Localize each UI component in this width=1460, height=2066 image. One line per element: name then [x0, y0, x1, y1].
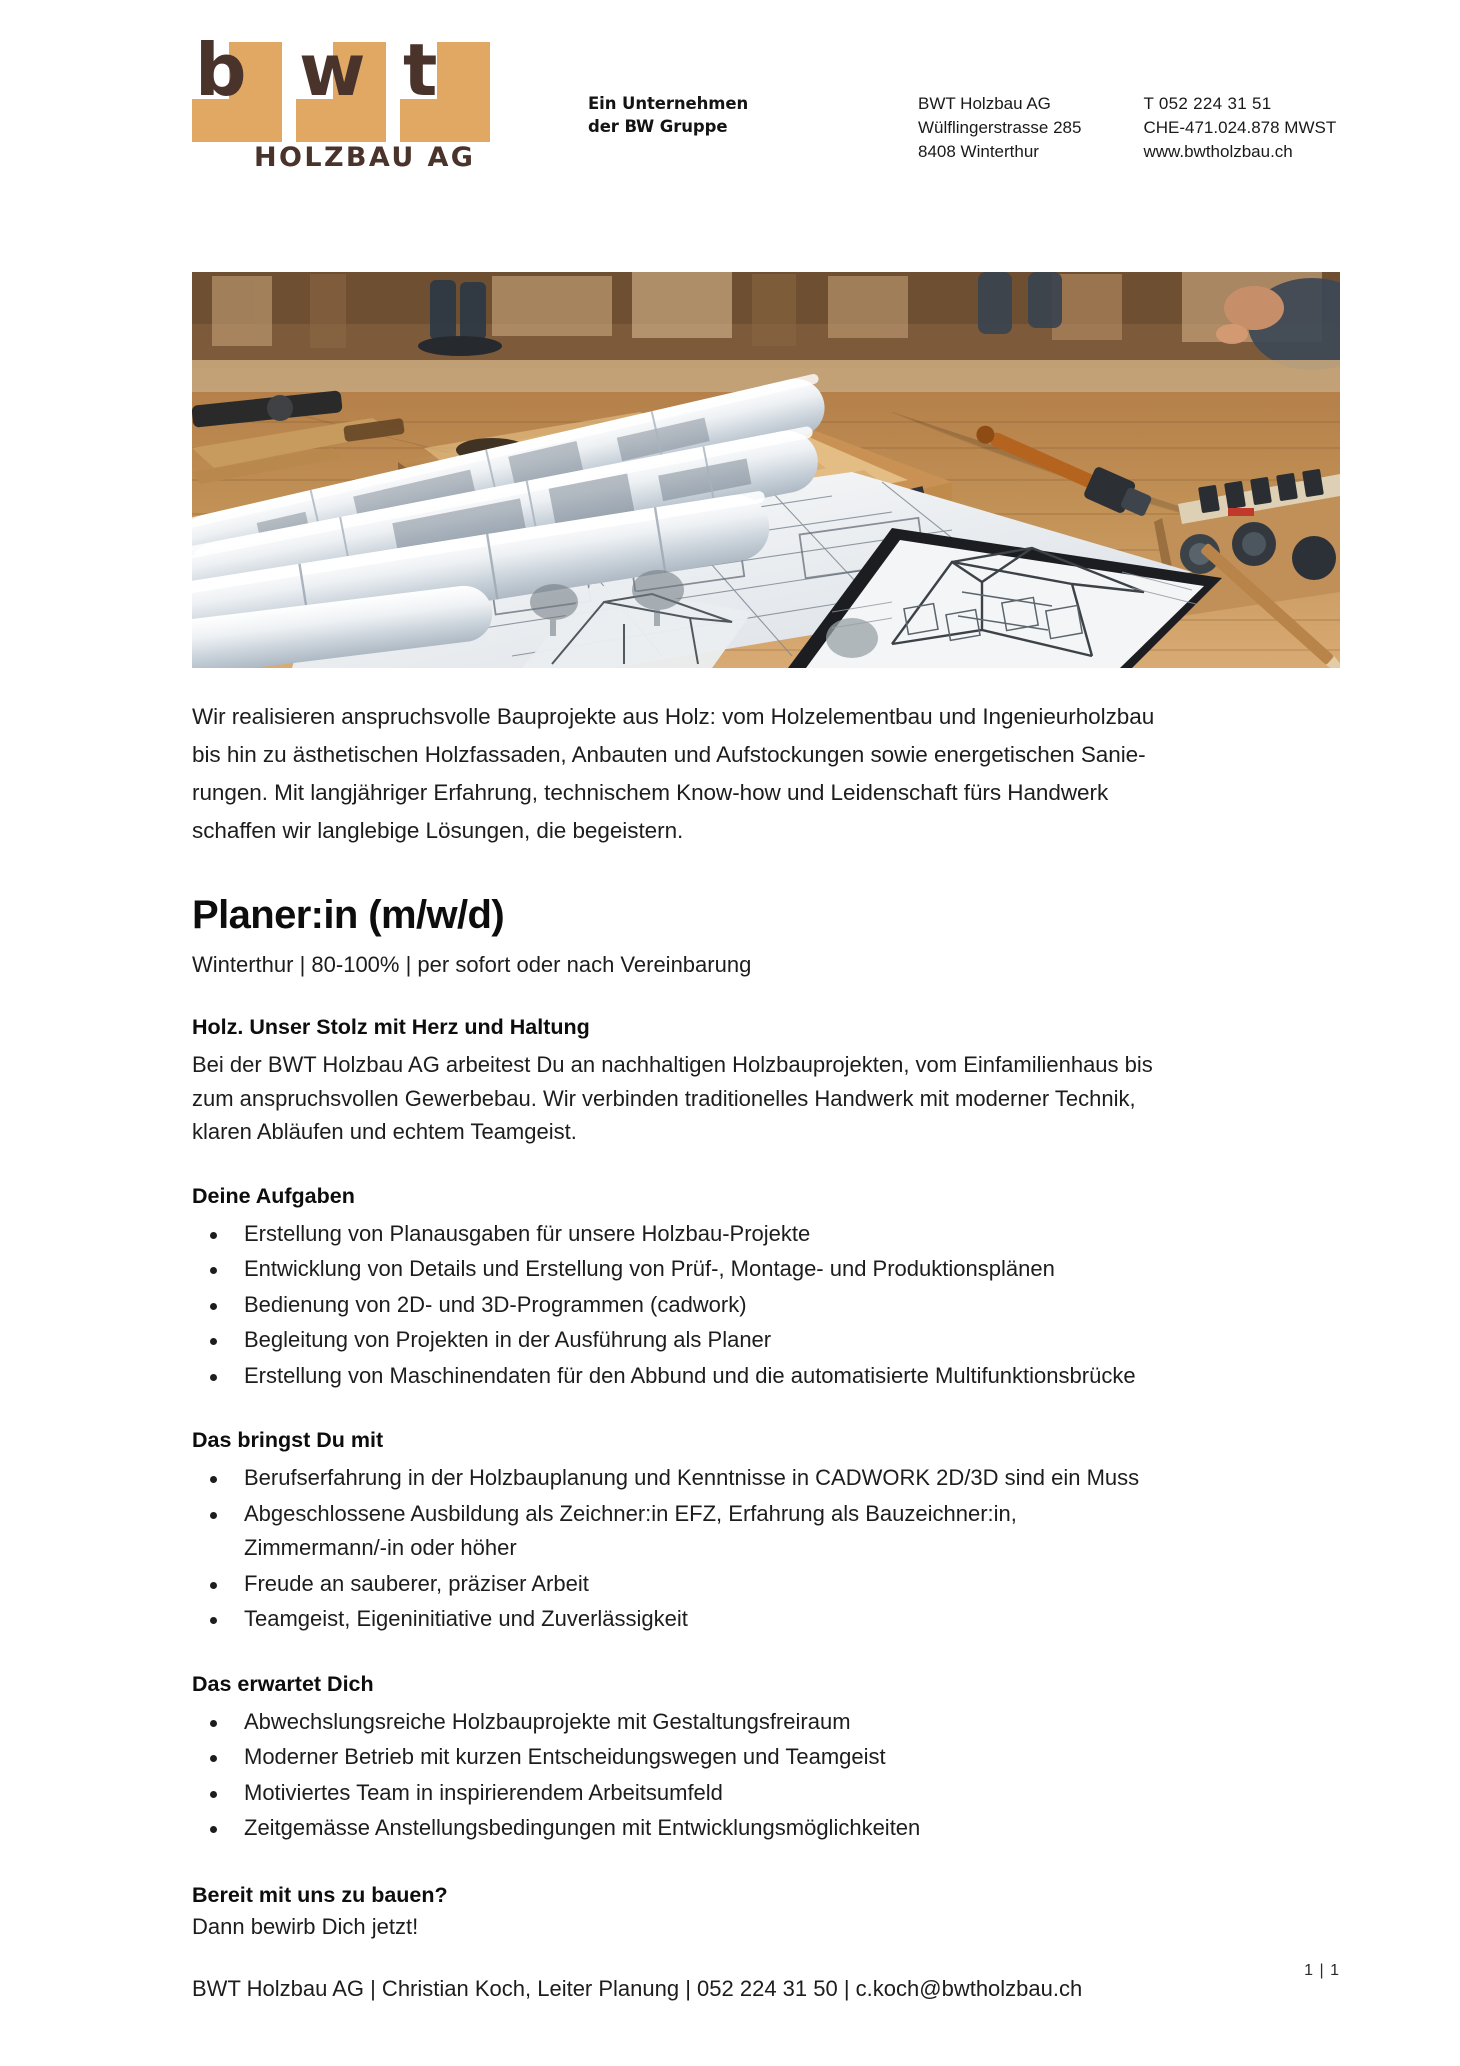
logo-wordmark: HOLZBAU AG — [254, 142, 476, 173]
contact-phone: T 052 224 31 51 — [1143, 94, 1272, 113]
list-item-text: Abgeschlossene Ausbildung als Zeichner:in EFZ, Erfahrung als Bauzeichner:in, — [244, 1500, 1017, 1526]
section-tasks-heading: Deine Aufgaben — [192, 1183, 355, 1208]
hero-image — [192, 272, 1340, 668]
closing-contact-line[interactable]: BWT Holzbau AG | Christian Koch, Leiter Planung | 052 224 31 50 | c.koch@bwtholzbau.ch — [192, 1975, 1083, 2001]
list-item — [192, 1811, 1342, 1846]
contact-vat-number: CHE-471.024.878 MWST — [1143, 118, 1337, 137]
hero-illustration — [192, 272, 1340, 668]
closing-heading: Bereit mit uns zu bauen? — [192, 1882, 448, 1907]
section-offer-heading: Das erwartet Dich — [192, 1671, 374, 1696]
address-company: BWT Holzbau AG — [918, 94, 1051, 113]
list-item — [192, 1740, 1342, 1775]
job-title: Planer:in (m/w/d) — [192, 893, 505, 937]
group-note-line-1: Ein Unternehmen — [588, 94, 749, 113]
section-about — [192, 1012, 1342, 1149]
list-item-text-continuation: Zimmermann/-in oder höher — [244, 1535, 517, 1560]
tasks-list — [192, 1217, 1342, 1394]
intro-line-3: rungen. Mit langjähriger Erfahrung, technischem Know-how und Leidenschaft fürs Handwerk — [192, 780, 1109, 805]
section-requirements-heading: Das bringst Du mit — [192, 1428, 384, 1452]
logo-letter-tiles — [192, 28, 502, 142]
document-header — [0, 0, 1460, 210]
page-number: 1 | 1 — [1304, 1962, 1340, 1979]
list-item-text: Erstellung von Maschinendaten für den Abbund und die automatisierte Multifunktionsbrücke — [244, 1362, 1136, 1388]
contact-website[interactable]: www.bwtholzbau.ch — [1143, 142, 1293, 161]
about-line-1: Bei der BWT Holzbau AG arbeitest Du an nachhaltigen Holzbauprojekten, vom Einfamilienhaus bis — [192, 1052, 1153, 1077]
logo-glyph-t: t — [403, 28, 437, 112]
group-note-line-2: der BW Gruppe — [588, 117, 728, 136]
company-logo — [192, 28, 502, 182]
job-meta: Winterthur | 80-100% | per sofort oder nach Vereinbarung — [192, 952, 752, 977]
list-item-text: Moderner Betrieb mit kurzen Entscheidungswegen und Teamgeist — [244, 1744, 886, 1769]
list-item-text: Abwechslungsreiche Holzbauprojekte mit Gestaltungsfreiraum — [244, 1708, 851, 1734]
list-item-text: Motiviertes Team in inspirierendem Arbeitsumfeld — [244, 1779, 723, 1805]
header-contact-column — [1143, 92, 1336, 164]
list-item — [192, 1776, 1342, 1811]
about-line-2: zum anspruchsvollen Gewerbebau. Wir verbinden traditionelles Handwerk mit moderner Technik, — [192, 1085, 1136, 1111]
logo-tile-w — [296, 28, 386, 142]
document-body — [192, 698, 1342, 2005]
list-item-text: Zeitgemässe Anstellungsbedingungen mit Entwicklungsmöglichkeiten — [244, 1815, 921, 1840]
address-street: Wülflingerstrasse 285 — [918, 118, 1082, 137]
logo-tile-t — [400, 28, 490, 142]
logo-tile-b — [192, 28, 282, 142]
logo-glyph-w: w — [299, 28, 365, 112]
list-item-text: Freude an sauberer, präziser Arbeit — [244, 1570, 589, 1596]
list-item-text: Begleitung von Projekten in der Ausführung als Planer — [244, 1327, 772, 1352]
list-item — [192, 1288, 1342, 1323]
list-item-text: Entwicklung von Details und Erstellung von Prüf-, Montage- und Produktionsplänen — [244, 1256, 1055, 1281]
header-contact-block — [918, 92, 1336, 164]
section-about-heading: Holz. Unser Stolz mit Herz und Haltung — [192, 1015, 590, 1039]
section-about-text — [192, 1048, 1342, 1149]
list-item — [192, 1359, 1342, 1394]
intro-line-2: bis hin zu ästhetischen Holzfassaden, Anbauten und Aufstockungen sowie energetischen Sanie- — [192, 742, 1146, 767]
intro-line-1: Wir realisieren anspruchsvolle Bauprojekte aus Holz: vom Holzelementbau und Ingenieurholzbau — [192, 704, 1155, 729]
section-requirements — [192, 1425, 1342, 1637]
list-item — [192, 1602, 1342, 1637]
list-item — [192, 1567, 1342, 1602]
section-offer — [192, 1669, 1342, 1846]
list-item-text: Berufserfahrung in der Holzbauplanung und Kenntnisse in CADWORK 2D/3D sind ein Muss — [244, 1465, 1140, 1490]
intro-paragraph — [192, 698, 1342, 850]
list-item-text: Erstellung von Planausgaben für unsere Holzbau-Projekte — [244, 1220, 811, 1246]
offer-list — [192, 1705, 1342, 1846]
list-item — [192, 1705, 1342, 1740]
group-affiliation-note — [588, 92, 748, 138]
list-item — [192, 1461, 1342, 1496]
requirements-list — [192, 1461, 1342, 1637]
about-line-3: klaren Abläufen und echtem Teamgeist. — [192, 1119, 577, 1144]
list-item — [192, 1497, 1342, 1566]
address-city: 8408 Winterthur — [918, 142, 1039, 161]
list-item-text: Teamgeist, Eigeninitiative und Zuverlässigkeit — [244, 1606, 688, 1631]
list-item — [192, 1252, 1342, 1287]
list-item — [192, 1323, 1342, 1358]
section-tasks — [192, 1181, 1342, 1394]
logo-glyph-b: b — [195, 28, 246, 112]
list-item — [192, 1217, 1342, 1252]
list-item-text: Bedienung von 2D- und 3D-Programmen (cadwork) — [244, 1291, 747, 1317]
intro-line-4: schaffen wir langlebige Lösungen, die begeistern. — [192, 818, 684, 843]
section-closing — [192, 1880, 1342, 2005]
header-address-column — [918, 92, 1081, 164]
closing-subtext: Dann bewirb Dich jetzt! — [192, 1913, 419, 1939]
